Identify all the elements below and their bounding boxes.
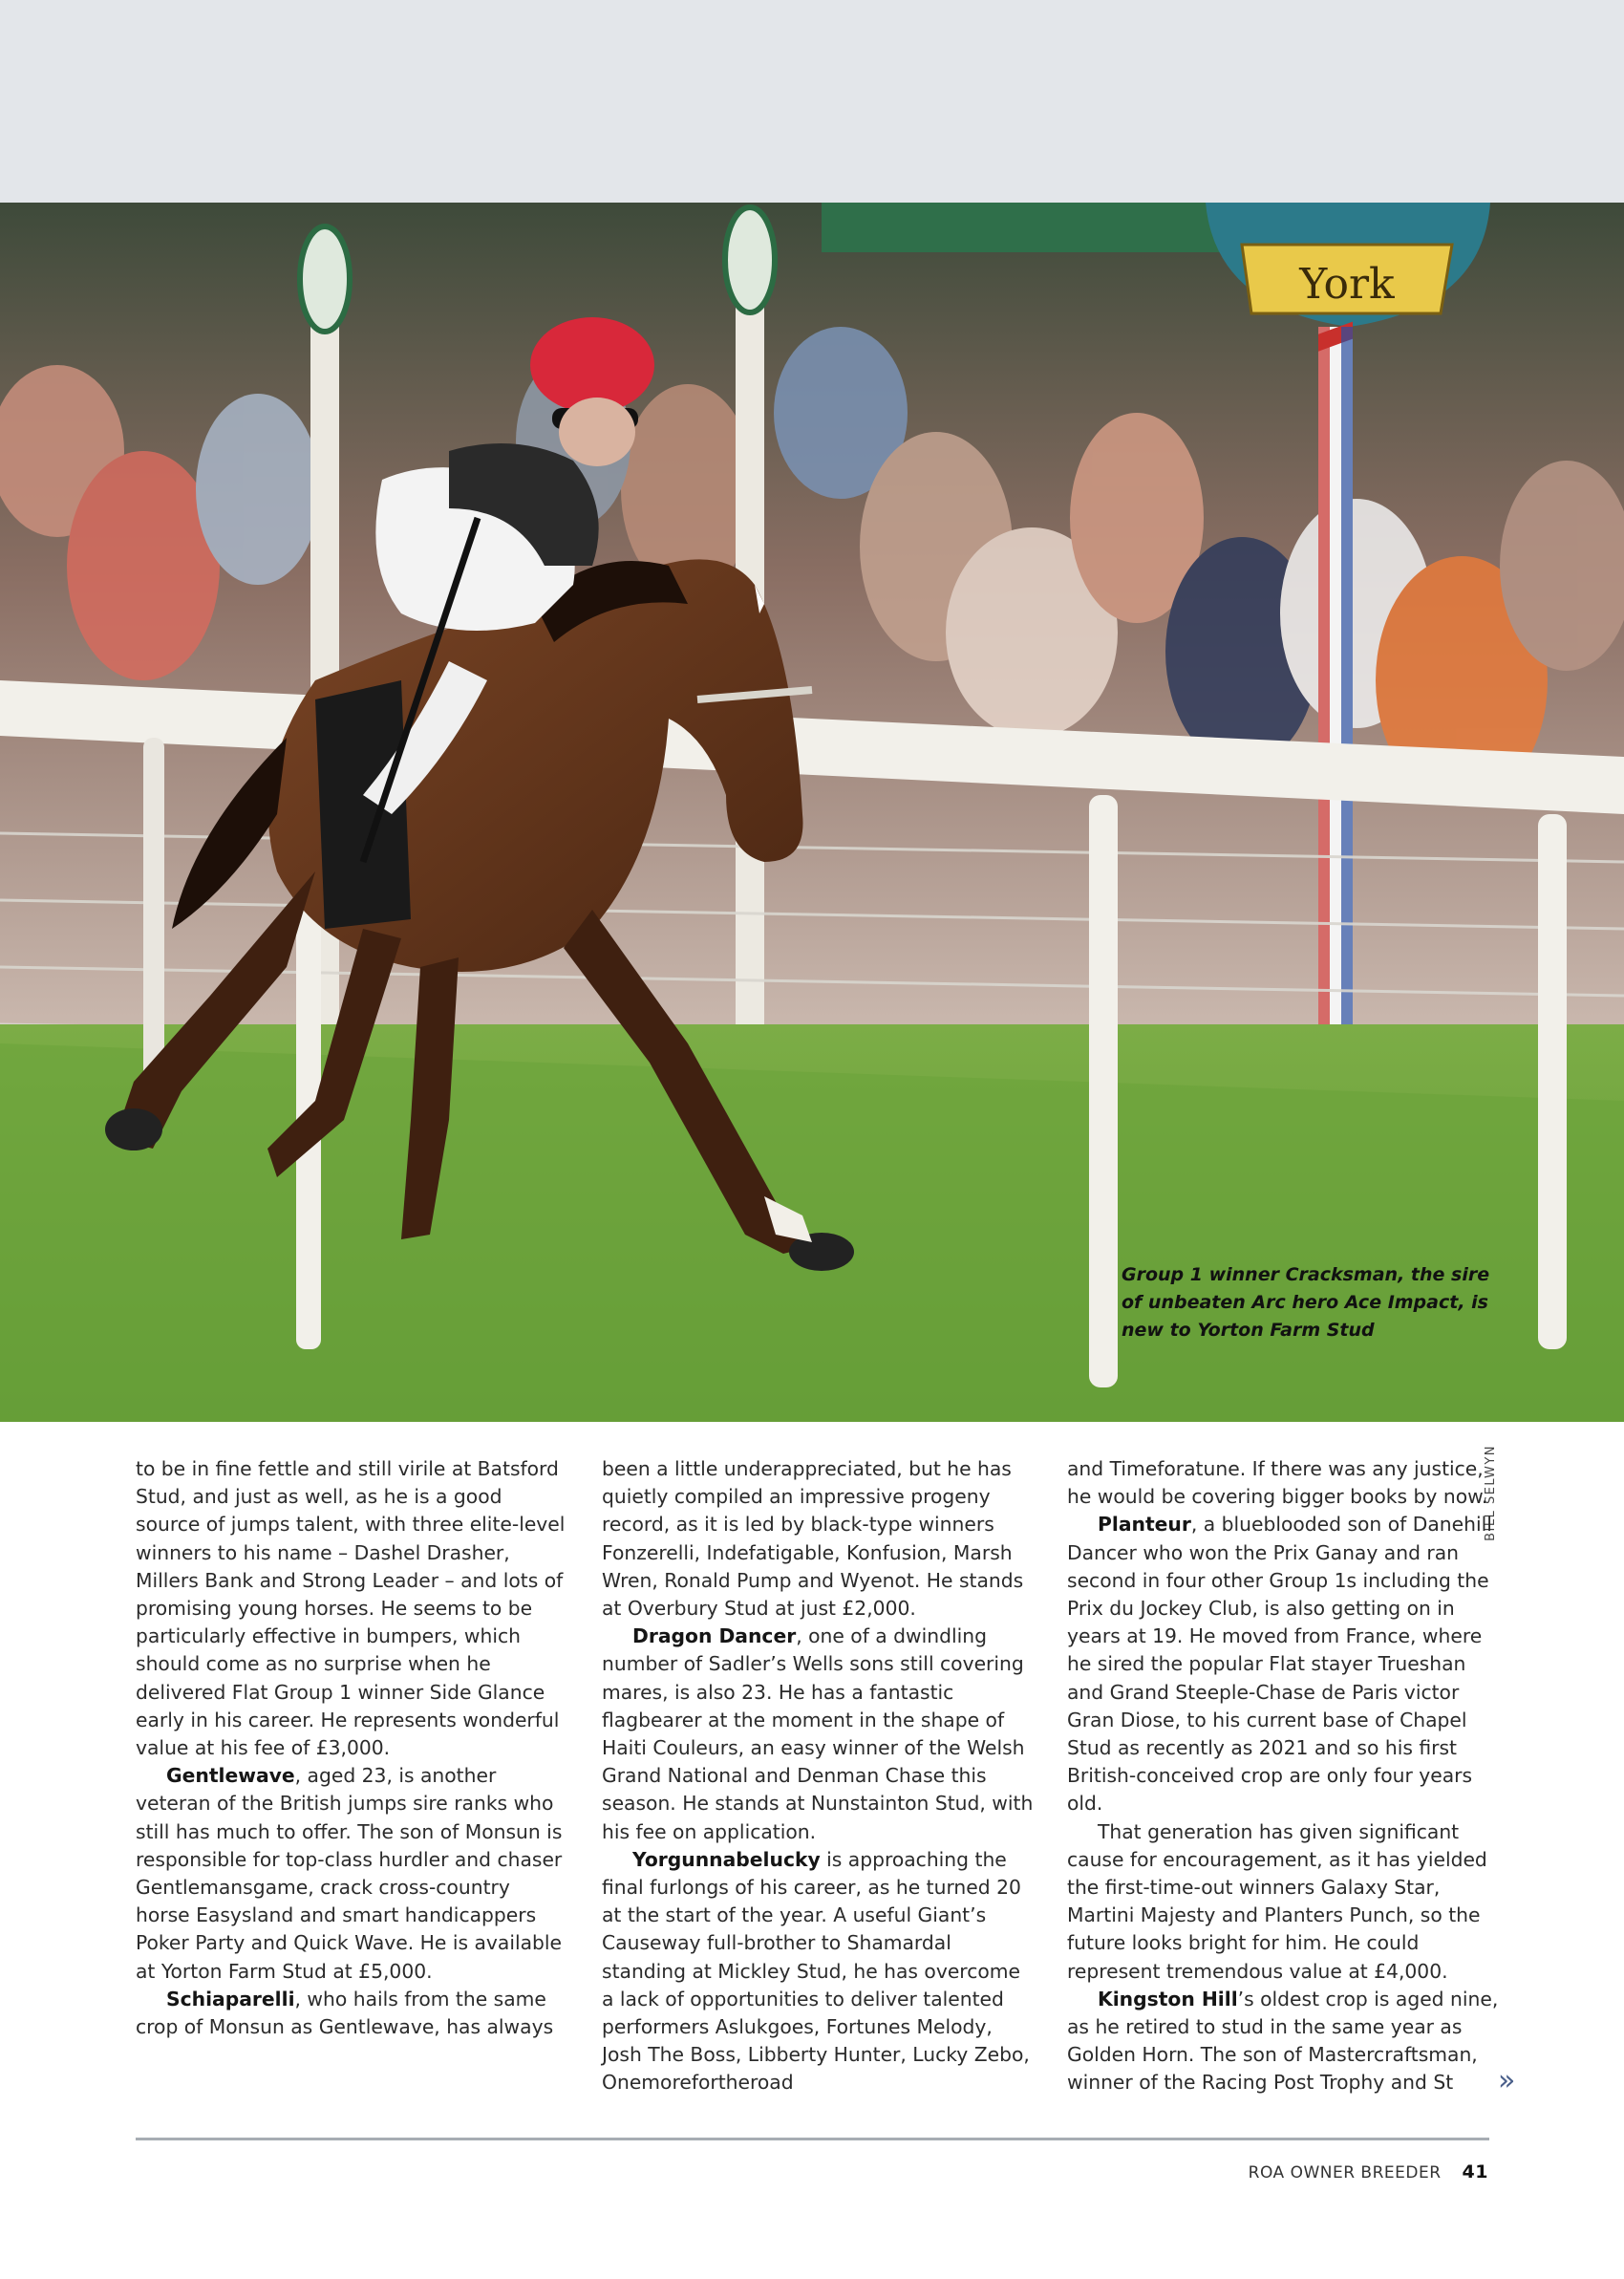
article-paragraph — [136, 1455, 567, 1762]
york-sign-text: York — [1299, 260, 1395, 309]
stallion-name: Dragon Dancer — [632, 1624, 797, 1648]
footer — [1249, 2161, 1488, 2182]
stallion-name: Yorgunnabelucky — [632, 1847, 821, 1871]
paragraph-text: been a little underappreciated, but he has quietly compiled an impressive progeny record, as it is led by black-type winners Fonzerelli, Indefatigable, Konfusion, Marsh Wren, Ronald Pump and Wyenot. He stands at Overbury Stud at just £2,000. — [602, 1457, 1024, 1621]
paragraph-text: , who hails from the same crop of Monsun as Gentlewave, has always — [136, 1987, 554, 2039]
continue-arrow-icon: » — [1498, 2064, 1516, 2097]
paragraph-text: That generation has given significant cause for encouragement, as it has yielded the first-time-out winners Galaxy Star, Martini Majesty and Planters Punch, so the future looks bright for him. He could represent tremendous value at £4,000. — [1067, 1819, 1487, 1983]
article-paragraph — [1067, 1455, 1506, 1511]
stallion-name: Gentlewave — [166, 1764, 295, 1788]
paragraph-text: , a blueblooded son of Danehill Dancer who won the Prix Ganay and ran second in four other Group 1s including the Prix du Jockey Club, is also getting on in years at 19. He moved from France, where he sired the popular Flat stayer Trueshan and Grand Steeple-Chase de Paris victor Gran Diose, to his current base of Chapel Stud as recently as 2021 and so his first British-conceived crop are only four years old. — [1067, 1513, 1492, 1816]
paragraph-text: ’s oldest crop is aged nine, as he retired to stud in the same year as Golden Horn. The son of Mastercraftsman, winner of the Racing Post Trophy and St — [1067, 1987, 1499, 2095]
photo-caption: Group 1 winner Cracksman, the sire of unbeaten Arc hero Ace Impact, is new to Yorton Farm Stud — [1122, 1264, 1490, 1341]
article-column-1 — [136, 1455, 567, 2041]
article-paragraph — [602, 1623, 1034, 1846]
paragraph-text: to be in fine fettle and still virile at Batsford Stud, and just as well, as he is a good source of jumps talent, with three elite-level winners to his name – Dashel Drasher, Millers Bank and Strong Leader – and lots of promising young horses. He seems to be particularly effective in bumpers, which should come as no surprise when he delivered Flat Group 1 winner Side Glance early in his career. He represents wonderful value at his fee of £3,000. — [136, 1457, 566, 1760]
racing-photo-art — [0, 203, 1624, 1422]
paragraph-text: , one of a dwindling number of Sadler’s Wells sons still covering mares, is also 23. He has a fantastic flagbearer at the moment in the shape of Haiti Couleurs, an easy winner of the Welsh Grand National and Denman Chase this season. He stands at Nunstainton Stud, with his fee on application. — [602, 1624, 1034, 1843]
article-paragraph — [136, 1762, 567, 1986]
page-number: 41 — [1462, 2161, 1488, 2182]
stallion-name: Planteur — [1098, 1513, 1191, 1537]
article-paragraph — [136, 1986, 567, 2041]
footer-rule — [136, 2138, 1489, 2140]
photo-credit: BILL SELWYN — [1484, 1445, 1498, 1541]
article-paragraph — [1067, 1511, 1506, 1817]
racing-photo — [0, 203, 1624, 1422]
publication-name: ROA OWNER BREEDER — [1248, 2163, 1442, 2182]
stallion-name: Kingston Hill — [1098, 1987, 1238, 2010]
paragraph-text: , aged 23, is another veteran of the British jumps sire ranks who still has much to offer. The son of Monsun is responsible for top-class hurdler and chaser Gentlemansgame, crack cross-country horse Easysland and smart handicappers Poker Party and Quick Wave. He is available at Yorton Farm Stud at £5,000. — [136, 1764, 563, 1983]
paragraph-text: and Timeforatune. If there was any justice, he would be covering bigger books by now. — [1067, 1457, 1488, 1509]
article-paragraph — [602, 1846, 1034, 2097]
article-paragraph — [1067, 1986, 1506, 2097]
article-paragraph — [602, 1455, 1034, 1623]
stallion-name: Schiaparelli — [166, 1987, 295, 2010]
article-column-3 — [1067, 1455, 1506, 2097]
article-paragraph — [1067, 1818, 1506, 1986]
article-column-2 — [602, 1455, 1034, 2097]
top-band — [0, 0, 1624, 203]
paragraph-text: is approaching the final furlongs of his career, as he turned 20 at the start of the year. A useful Giant’s Causeway full-brother to Shamardal standing at Mickley Stud, he has overcome a lack of opportunities to deliver talented performers Aslukgoes, Fortunes Melody, Josh The Boss, Libberty Hunter, Lucky Zebo, Onemorefortheroad — [602, 1847, 1030, 2095]
